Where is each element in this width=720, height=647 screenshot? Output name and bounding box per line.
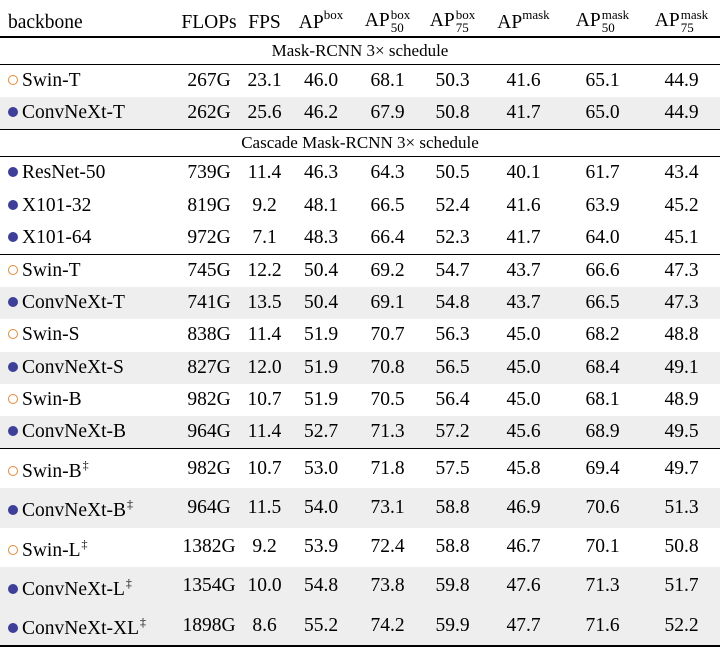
ap-box75-cell: 56.3 [435,324,470,346]
section-title: Mask-RCNN 3× schedule [0,37,720,65]
ap-box-cell: 53.9 [303,536,339,558]
ap-mask-cell: 41.7 [485,97,562,130]
filled-circle-icon [8,623,18,633]
backbone-name: ResNet-50 [22,162,106,184]
ap-mask50-cell: 66.5 [562,287,643,319]
ap-box75-cell: 52.4 [435,194,470,216]
ap-box50-cell: 70.7 [370,324,405,346]
ap-box75-cell: 54.8 [420,287,485,319]
ap-box75-cell: 50.3 [420,65,485,98]
table-row [0,97,720,130]
ap-box-cell: 55.2 [287,606,355,646]
table-row [0,222,720,255]
ap-box50-cell: 70.5 [370,388,405,410]
ap-mask50-cell: 66.6 [562,255,643,288]
ap-mask75-cell: 45.2 [664,194,699,216]
ap-mask-cell: 45.0 [485,352,562,384]
ap-box-cell: 51.9 [303,324,339,346]
fps-cell: 9.2 [252,194,277,216]
double-dagger-mark: ‡ [125,575,132,590]
ap-box75-cell: 58.8 [435,536,470,558]
backbone-cell [0,97,176,130]
fps-cell: 11.4 [242,416,287,449]
backbone-name: ConvNeXt-B [22,500,126,522]
fps-cell: 23.1 [242,65,287,98]
ap-mask-cell: 40.1 [485,157,562,190]
backbone-name: X101-64 [22,226,92,248]
ap-box50-cell: 71.8 [355,449,420,489]
filled-circle-icon [8,200,18,210]
ap-mask75-cell: 48.9 [664,388,699,410]
ap-mask75-cell: 51.3 [643,488,720,527]
ap-box50-cell: 68.1 [355,65,420,98]
ap-box75-cell: 59.8 [420,567,485,606]
flops-cell: 1354G [176,567,242,606]
ap-mask75-cell: 45.1 [664,226,699,248]
backbone-cell [0,255,176,288]
filled-circle-icon [8,232,18,242]
backbone-cell [0,319,176,351]
flops-cell: 1382G [182,536,236,558]
fps-cell: 10.7 [242,449,287,489]
fps-cell: 12.2 [242,255,287,288]
fps-cell: 7.1 [252,226,277,248]
ap-box-cell: 46.0 [287,65,355,98]
ap-box-cell: 54.8 [287,567,355,606]
fps-cell: 11.5 [242,488,287,527]
header-ap-mask50: AP mask 50 [575,7,630,35]
ap-mask75-cell: 49.1 [643,352,720,384]
ap-box50-cell: 69.2 [355,255,420,288]
backbone-cell [0,606,176,646]
filled-circle-icon [8,297,18,307]
table-row [0,287,720,319]
ap-box-cell: 46.2 [287,97,355,130]
ap-mask50-cell: 68.2 [585,324,620,346]
ap-mask50-cell: 65.0 [562,97,643,130]
backbone-cell [0,222,176,255]
ap-box-cell: 50.4 [287,255,355,288]
ap-box-cell: 46.3 [287,157,355,190]
table-row [0,567,720,606]
fps-cell: 13.5 [242,287,287,319]
ap-mask50-cell: 71.6 [562,606,643,646]
backbone-cell [0,352,176,384]
header-fps: FPS [248,12,281,33]
table-row [0,488,720,527]
ap-box50-cell: 64.3 [355,157,420,190]
backbone-cell [0,528,176,567]
backbone-cell [0,65,176,98]
table-row [0,65,720,98]
ap-mask50-cell: 69.4 [562,449,643,489]
backbone-cell [0,416,176,449]
table-row [0,352,720,384]
ap-mask-cell: 43.7 [485,287,562,319]
ap-mask75-cell: 43.4 [643,157,720,190]
table-body [0,37,720,646]
ap-mask-cell: 46.7 [506,536,541,558]
ap-box-cell: 52.7 [287,416,355,449]
double-dagger-mark: ‡ [82,458,89,473]
ap-mask75-cell: 44.9 [643,97,720,130]
filled-circle-icon [8,505,18,515]
ap-mask-cell: 45.0 [506,324,541,346]
hollow-circle-icon [8,265,18,275]
fps-cell: 11.4 [247,324,282,346]
ap-mask-cell: 46.9 [485,488,562,527]
header-flops: FLOPs [181,12,237,33]
ap-mask50-cell: 70.1 [585,536,620,558]
ap-mask50-cell: 68.4 [562,352,643,384]
ap-box-cell: 51.9 [303,388,339,410]
flops-cell: 267G [176,65,242,98]
backbone-cell [0,157,176,190]
backbone-name: Swin-L [22,539,81,561]
ap-box50-cell: 66.4 [370,226,405,248]
ap-box-cell: 51.9 [287,352,355,384]
ap-box50-cell: 67.9 [355,97,420,130]
ap-mask75-cell: 44.9 [643,65,720,98]
ap-box75-cell: 56.4 [435,388,470,410]
filled-circle-icon [8,584,18,594]
fps-cell: 10.0 [242,567,287,606]
double-dagger-mark: ‡ [139,615,146,630]
backbone-name: ConvNeXt-S [22,356,124,378]
backbone-cell [0,287,176,319]
ap-box75-cell: 57.2 [420,416,485,449]
ap-box75-cell: 54.7 [420,255,485,288]
fps-cell: 11.4 [242,157,287,190]
ap-box50-cell: 73.8 [355,567,420,606]
ap-mask75-cell: 52.2 [643,606,720,646]
table-row [0,255,720,288]
ap-mask-cell: 41.6 [506,194,541,216]
filled-circle-icon [8,107,18,117]
flops-cell: 262G [176,97,242,130]
table-row [0,157,720,190]
fps-cell: 10.7 [247,388,282,410]
backbone-cell [0,488,176,527]
flops-cell: 1898G [176,606,242,646]
ap-mask75-cell: 49.7 [643,449,720,489]
fps-cell: 8.6 [242,606,287,646]
header-row [0,0,720,37]
table-row [0,416,720,449]
ap-box50-cell: 69.1 [355,287,420,319]
filled-circle-icon [8,167,18,177]
ap-mask75-cell: 48.8 [664,324,699,346]
ap-box-cell: 54.0 [287,488,355,527]
ap-mask50-cell: 68.1 [585,388,620,410]
table-row [0,319,720,351]
header-ap-box: $AP^{box}$ [298,7,344,33]
header-ap-box50: AP box 50 [364,7,411,35]
flops-cell: 741G [176,287,242,319]
section-title-row [0,130,720,157]
flops-cell: 838G [187,324,231,346]
ap-mask-cell: 47.6 [485,567,562,606]
backbone-name: Swin-B [22,388,82,410]
backbone-name: X101-32 [22,194,92,216]
backbone-name: ConvNeXt-B [22,421,126,443]
ap-mask50-cell: 64.0 [585,226,620,248]
backbone-name: Swin-S [22,324,80,346]
flops-cell: 964G [176,416,242,449]
backbone-name: ConvNeXt-T [22,292,125,314]
backbone-name: Swin-B [22,461,82,483]
ap-box75-cell: 59.9 [420,606,485,646]
table-row [0,190,720,222]
ap-mask50-cell: 68.9 [562,416,643,449]
backbone-name: Swin-T [22,260,81,282]
table-row [0,449,720,489]
ap-box-cell: 48.3 [303,226,339,248]
flops-cell: 827G [176,352,242,384]
ap-mask50-cell: 70.6 [562,488,643,527]
ap-box50-cell: 70.8 [355,352,420,384]
fps-cell: 9.2 [252,536,277,558]
hollow-circle-icon [8,329,18,339]
backbone-name: ConvNeXt-L [22,578,125,600]
header-ap-mask75: AP mask 75 [654,7,709,35]
ap-mask50-cell: 63.9 [585,194,620,216]
ap-box75-cell: 52.3 [435,226,470,248]
flops-cell: 964G [176,488,242,527]
ap-mask-cell: 43.7 [485,255,562,288]
ap-mask50-cell: 71.3 [562,567,643,606]
ap-box-cell: 53.0 [287,449,355,489]
section-title: Cascade Mask-RCNN 3× schedule [0,130,720,157]
hollow-circle-icon [8,466,18,476]
header-backbone: backbone [8,12,83,33]
ap-box75-cell: 50.5 [420,157,485,190]
backbone-cell [0,449,176,489]
ap-mask-cell: 45.0 [506,388,541,410]
ap-mask-cell: 47.7 [485,606,562,646]
backbone-cell [0,190,176,222]
ap-box75-cell: 57.5 [420,449,485,489]
flops-cell: 819G [187,194,231,216]
filled-circle-icon [8,426,18,436]
filled-circle-icon [8,362,18,372]
table-row [0,528,720,567]
ap-box50-cell: 72.4 [370,536,405,558]
hollow-circle-icon [8,394,18,404]
table-row [0,606,720,646]
ap-box50-cell: 74.2 [355,606,420,646]
ap-mask-cell: 45.8 [485,449,562,489]
ap-box75-cell: 56.5 [420,352,485,384]
flops-cell: 982G [176,449,242,489]
flops-cell: 745G [176,255,242,288]
backbone-name: ConvNeXt-T [22,102,125,124]
ap-box75-cell: 50.8 [420,97,485,130]
flops-cell: 972G [187,226,231,248]
ap-box75-cell: 58.8 [420,488,485,527]
header-ap-box75: AP box 75 [429,7,476,35]
ap-mask-cell: 41.7 [506,226,541,248]
ap-box50-cell: 71.3 [355,416,420,449]
ap-box50-cell: 73.1 [355,488,420,527]
ap-box50-cell: 66.5 [370,194,405,216]
ap-mask50-cell: 61.7 [562,157,643,190]
ap-mask50-cell: 65.1 [562,65,643,98]
hollow-circle-icon [8,545,18,555]
ap-box-cell: 48.1 [303,194,339,216]
section-title-row [0,37,720,65]
header-ap-mask: $AP^{mask}$ [497,7,550,33]
ap-mask75-cell: 50.8 [664,536,699,558]
flops-cell: 982G [187,388,231,410]
ap-mask75-cell: 49.5 [643,416,720,449]
backbone-name: ConvNeXt-XL [22,618,139,640]
backbone-cell [0,567,176,606]
ap-box-cell: 50.4 [287,287,355,319]
double-dagger-mark: ‡ [127,497,133,512]
ap-mask-cell: 41.6 [485,65,562,98]
backbone-cell [0,384,176,416]
ap-mask75-cell: 47.3 [643,255,720,288]
flops-cell: 739G [176,157,242,190]
ap-mask-cell: 45.6 [485,416,562,449]
fps-cell: 12.0 [242,352,287,384]
backbone-name: Swin-T [22,70,81,91]
hollow-circle-icon [8,75,18,85]
ap-mask75-cell: 47.3 [643,287,720,319]
double-dagger-mark: ‡ [81,536,88,551]
table-row [0,384,720,416]
fps-cell: 25.6 [242,97,287,130]
ap-mask75-cell: 51.7 [643,567,720,606]
